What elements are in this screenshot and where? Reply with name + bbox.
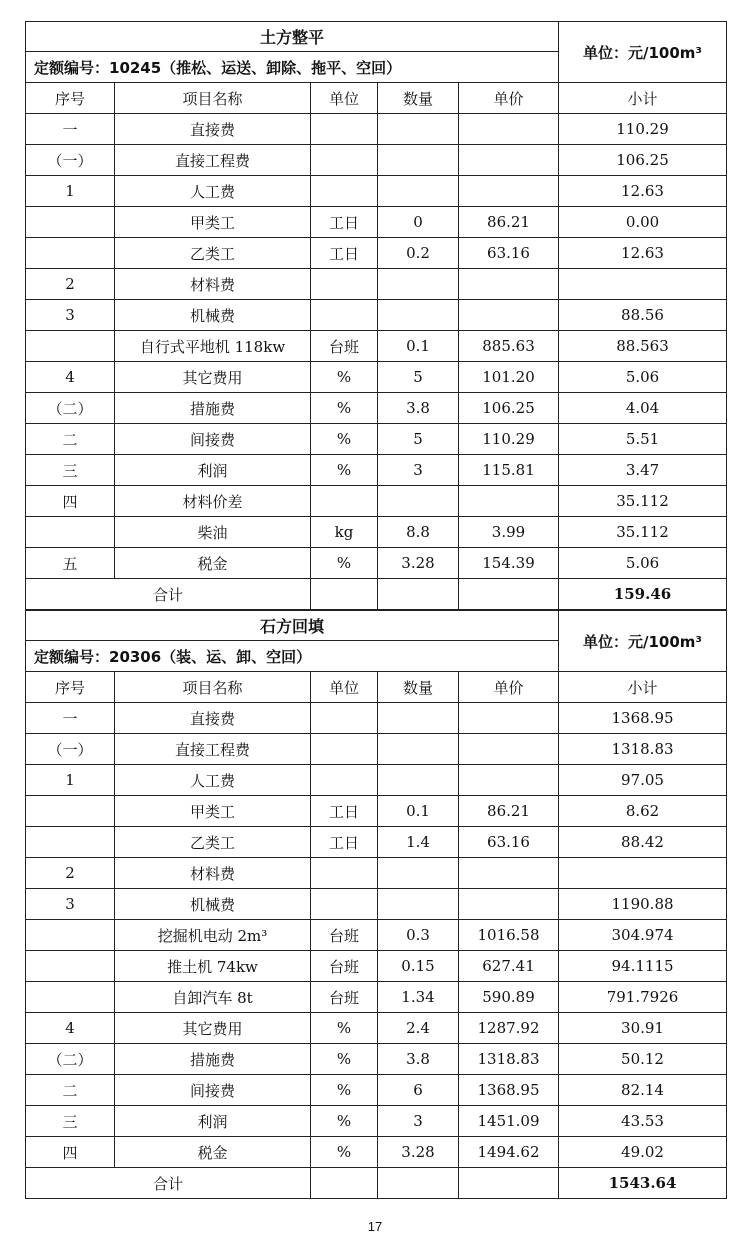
table-cell: 3 xyxy=(26,300,115,331)
table-cell xyxy=(378,734,459,765)
table-cell: 一 xyxy=(26,703,115,734)
table-cell: 106.25 xyxy=(559,145,727,176)
total-label: 合计 xyxy=(26,579,311,610)
table-cell xyxy=(459,300,559,331)
table-cell: 利润 xyxy=(115,455,311,486)
table-cell xyxy=(311,269,378,300)
table-cell: 3 xyxy=(26,889,115,920)
table-cell: 四 xyxy=(26,486,115,517)
section-title-row xyxy=(26,611,727,641)
table-cell xyxy=(26,517,115,548)
table-cell: 5 xyxy=(378,362,459,393)
table-cell xyxy=(459,889,559,920)
total-row xyxy=(26,579,727,610)
column-header: 单价 xyxy=(459,672,559,703)
table-cell: 工日 xyxy=(311,796,378,827)
unit-label: 单位：元/100m³ xyxy=(559,22,727,83)
table-cell: 1 xyxy=(26,176,115,207)
table-cell: 304.974 xyxy=(559,920,727,951)
table-cell: 49.02 xyxy=(559,1137,727,1168)
table-cell: 1318.83 xyxy=(459,1044,559,1075)
table-row xyxy=(26,796,727,827)
table-cell: 12.63 xyxy=(559,238,727,269)
table-row xyxy=(26,1106,727,1137)
table-cell: 柴油 xyxy=(115,517,311,548)
table-cell: 其它费用 xyxy=(115,1013,311,1044)
table-cell: 63.16 xyxy=(459,827,559,858)
table-cell: 措施费 xyxy=(115,1044,311,1075)
table-cell xyxy=(311,734,378,765)
page-number: 17 xyxy=(367,1219,383,1234)
table-cell: 106.25 xyxy=(459,393,559,424)
table-cell: 110.29 xyxy=(459,424,559,455)
table-cell: 三 xyxy=(26,455,115,486)
table-cell xyxy=(459,269,559,300)
unit-label: 单位：元/100m³ xyxy=(559,611,727,672)
table-cell: 工日 xyxy=(311,207,378,238)
table-cell xyxy=(459,114,559,145)
table-cell: % xyxy=(311,548,378,579)
table-cell xyxy=(378,1168,459,1199)
quota-table-body xyxy=(26,611,727,1199)
table-cell: 43.53 xyxy=(559,1106,727,1137)
table-cell xyxy=(459,145,559,176)
table-row xyxy=(26,1044,727,1075)
table-cell: 0.1 xyxy=(378,796,459,827)
quota-code: 定额编号：20306（装、运、卸、空回） xyxy=(26,641,559,672)
table-cell: 115.81 xyxy=(459,455,559,486)
table-cell: 0.2 xyxy=(378,238,459,269)
table-row xyxy=(26,300,727,331)
table-cell: 3.28 xyxy=(378,1137,459,1168)
column-header: 数量 xyxy=(378,672,459,703)
table-cell xyxy=(26,920,115,951)
table-cell: 3 xyxy=(378,1106,459,1137)
table-row xyxy=(26,486,727,517)
column-header: 单位 xyxy=(311,672,378,703)
table-cell: 材料费 xyxy=(115,858,311,889)
total-label: 合计 xyxy=(26,1168,311,1199)
table-cell xyxy=(378,176,459,207)
table-cell: 0.00 xyxy=(559,207,727,238)
table-cell: 1451.09 xyxy=(459,1106,559,1137)
table-cell: 机械费 xyxy=(115,889,311,920)
table-cell xyxy=(378,579,459,610)
table-cell xyxy=(459,1168,559,1199)
total-value: 159.46 xyxy=(559,579,727,610)
table-row xyxy=(26,889,727,920)
table-cell xyxy=(311,145,378,176)
column-header: 单价 xyxy=(459,83,559,114)
column-header: 序号 xyxy=(26,83,115,114)
table-cell: 110.29 xyxy=(559,114,727,145)
column-header: 小计 xyxy=(559,83,727,114)
table-row xyxy=(26,1013,727,1044)
table-cell: 甲类工 xyxy=(115,796,311,827)
table-cell: % xyxy=(311,1075,378,1106)
table-cell: 0.15 xyxy=(378,951,459,982)
table-cell: 3.28 xyxy=(378,548,459,579)
table-cell: % xyxy=(311,393,378,424)
table-cell: 2 xyxy=(26,269,115,300)
table-cell xyxy=(26,331,115,362)
table-cell xyxy=(459,486,559,517)
total-value: 1543.64 xyxy=(559,1168,727,1199)
table-cell: 台班 xyxy=(311,331,378,362)
table-cell: 0.1 xyxy=(378,331,459,362)
column-header: 单位 xyxy=(311,83,378,114)
section-title-row xyxy=(26,22,727,52)
table-cell: 甲类工 xyxy=(115,207,311,238)
table-cell: % xyxy=(311,1137,378,1168)
table-cell: 154.39 xyxy=(459,548,559,579)
column-header: 数量 xyxy=(378,83,459,114)
table-cell: 590.89 xyxy=(459,982,559,1013)
table-cell: 2.4 xyxy=(378,1013,459,1044)
quota-code: 定额编号：10245（推松、运送、卸除、拖平、空回） xyxy=(26,52,559,83)
table-cell: 0 xyxy=(378,207,459,238)
table-row xyxy=(26,269,727,300)
table-cell: 台班 xyxy=(311,920,378,951)
table-cell: 88.563 xyxy=(559,331,727,362)
table-row xyxy=(26,827,727,858)
table-cell: 8.8 xyxy=(378,517,459,548)
table-row xyxy=(26,455,727,486)
table-cell xyxy=(459,858,559,889)
table-cell: 直接费 xyxy=(115,703,311,734)
table-cell: 5.51 xyxy=(559,424,727,455)
table-cell: 101.20 xyxy=(459,362,559,393)
table-cell xyxy=(26,982,115,1013)
table-cell: 86.21 xyxy=(459,796,559,827)
table-cell: 4 xyxy=(26,362,115,393)
table-cell: 5.06 xyxy=(559,548,727,579)
table-cell: 35.112 xyxy=(559,517,727,548)
table-cell xyxy=(311,858,378,889)
table-cell xyxy=(459,703,559,734)
section-title: 石方回填 xyxy=(26,611,559,641)
table-cell: 措施费 xyxy=(115,393,311,424)
table-cell xyxy=(311,889,378,920)
table-cell: 791.7926 xyxy=(559,982,727,1013)
table-cell: 其它费用 xyxy=(115,362,311,393)
table-cell: 82.14 xyxy=(559,1075,727,1106)
table-header-row xyxy=(26,83,727,114)
table-cell: 97.05 xyxy=(559,765,727,796)
table-cell: 627.41 xyxy=(459,951,559,982)
table-cell xyxy=(378,889,459,920)
table-cell xyxy=(311,703,378,734)
table-cell xyxy=(311,486,378,517)
table-cell xyxy=(378,486,459,517)
table-cell: 四 xyxy=(26,1137,115,1168)
table-cell: 3.8 xyxy=(378,393,459,424)
table-cell xyxy=(311,300,378,331)
table-cell: 利润 xyxy=(115,1106,311,1137)
total-row xyxy=(26,1168,727,1199)
table-cell: 3.99 xyxy=(459,517,559,548)
table-cell: （一） xyxy=(26,734,115,765)
table-cell: 63.16 xyxy=(459,238,559,269)
table-cell xyxy=(378,858,459,889)
table-cell: （一） xyxy=(26,145,115,176)
table-cell: 工日 xyxy=(311,238,378,269)
table-cell: % xyxy=(311,424,378,455)
table-cell: 直接费 xyxy=(115,114,311,145)
table-cell: 台班 xyxy=(311,982,378,1013)
table-cell xyxy=(311,114,378,145)
table-cell: 88.42 xyxy=(559,827,727,858)
table-cell xyxy=(311,579,378,610)
quota-table-earth-leveling xyxy=(25,21,727,610)
table-cell: 3 xyxy=(378,455,459,486)
column-header: 项目名称 xyxy=(115,83,311,114)
table-cell: 1190.88 xyxy=(559,889,727,920)
table-cell xyxy=(559,858,727,889)
table-cell: 1016.58 xyxy=(459,920,559,951)
table-row xyxy=(26,238,727,269)
table-cell xyxy=(459,734,559,765)
table-cell: （二） xyxy=(26,1044,115,1075)
table-cell xyxy=(26,796,115,827)
table-cell: 台班 xyxy=(311,951,378,982)
section-title: 土方整平 xyxy=(26,22,559,52)
column-header: 序号 xyxy=(26,672,115,703)
table-cell: 94.1115 xyxy=(559,951,727,982)
table-cell xyxy=(378,269,459,300)
table-row xyxy=(26,145,727,176)
table-cell: 间接费 xyxy=(115,424,311,455)
table-row xyxy=(26,393,727,424)
table-cell: 推土机 74kw xyxy=(115,951,311,982)
table-cell: 3.8 xyxy=(378,1044,459,1075)
table-cell: 税金 xyxy=(115,548,311,579)
table-cell: 5.06 xyxy=(559,362,727,393)
table-cell: 1.4 xyxy=(378,827,459,858)
table-cell: 4 xyxy=(26,1013,115,1044)
table-cell: 1494.62 xyxy=(459,1137,559,1168)
table-row xyxy=(26,331,727,362)
table-row xyxy=(26,548,727,579)
table-cell: 1318.83 xyxy=(559,734,727,765)
table-cell: 自行式平地机 118kw xyxy=(115,331,311,362)
table-cell: 材料价差 xyxy=(115,486,311,517)
column-header: 小计 xyxy=(559,672,727,703)
table-cell xyxy=(26,238,115,269)
table-cell: 12.63 xyxy=(559,176,727,207)
table-row xyxy=(26,703,727,734)
table-cell: 1 xyxy=(26,765,115,796)
table-cell: 直接工程费 xyxy=(115,145,311,176)
table-cell: 1287.92 xyxy=(459,1013,559,1044)
table-cell: 材料费 xyxy=(115,269,311,300)
table-cell: 86.21 xyxy=(459,207,559,238)
table-cell: 0.3 xyxy=(378,920,459,951)
table-row xyxy=(26,920,727,951)
table-cell: 三 xyxy=(26,1106,115,1137)
table-cell xyxy=(26,827,115,858)
table-cell: 1.34 xyxy=(378,982,459,1013)
table-row xyxy=(26,1075,727,1106)
table-cell: 885.63 xyxy=(459,331,559,362)
table-cell: 乙类工 xyxy=(115,827,311,858)
table-cell: 人工费 xyxy=(115,765,311,796)
table-cell xyxy=(378,703,459,734)
table-cell: 五 xyxy=(26,548,115,579)
table-row xyxy=(26,176,727,207)
table-cell xyxy=(378,300,459,331)
table-row xyxy=(26,765,727,796)
table-cell: 一 xyxy=(26,114,115,145)
table-cell: 2 xyxy=(26,858,115,889)
table-cell: 挖掘机电动 2m³ xyxy=(115,920,311,951)
table-row xyxy=(26,114,727,145)
column-header: 项目名称 xyxy=(115,672,311,703)
table-cell: 1368.95 xyxy=(459,1075,559,1106)
table-cell: 88.56 xyxy=(559,300,727,331)
table-cell: 8.62 xyxy=(559,796,727,827)
table-cell: （二） xyxy=(26,393,115,424)
table-cell: % xyxy=(311,1044,378,1075)
table-cell: 直接工程费 xyxy=(115,734,311,765)
table-cell: 人工费 xyxy=(115,176,311,207)
table-cell xyxy=(459,176,559,207)
table-cell xyxy=(26,951,115,982)
table-cell: 4.04 xyxy=(559,393,727,424)
table-cell: % xyxy=(311,455,378,486)
table-row xyxy=(26,1137,727,1168)
quota-table-body xyxy=(26,22,727,610)
table-cell: 50.12 xyxy=(559,1044,727,1075)
table-cell xyxy=(459,579,559,610)
table-row xyxy=(26,424,727,455)
table-cell xyxy=(311,176,378,207)
table-cell: 30.91 xyxy=(559,1013,727,1044)
table-cell xyxy=(559,269,727,300)
table-row xyxy=(26,951,727,982)
table-cell: % xyxy=(311,362,378,393)
table-cell xyxy=(311,765,378,796)
table-cell xyxy=(26,207,115,238)
table-cell: kg xyxy=(311,517,378,548)
table-cell: 3.47 xyxy=(559,455,727,486)
table-cell: 二 xyxy=(26,1075,115,1106)
quota-table-rock-backfill xyxy=(25,610,727,1199)
table-cell xyxy=(311,1168,378,1199)
table-cell xyxy=(378,145,459,176)
table-row xyxy=(26,982,727,1013)
table-row xyxy=(26,517,727,548)
table-cell: 6 xyxy=(378,1075,459,1106)
table-cell: 1368.95 xyxy=(559,703,727,734)
table-cell xyxy=(459,765,559,796)
table-cell: 5 xyxy=(378,424,459,455)
table-cell: 机械费 xyxy=(115,300,311,331)
table-cell: 二 xyxy=(26,424,115,455)
table-cell: 35.112 xyxy=(559,486,727,517)
table-row xyxy=(26,734,727,765)
table-row xyxy=(26,207,727,238)
table-cell: 间接费 xyxy=(115,1075,311,1106)
table-cell: 乙类工 xyxy=(115,238,311,269)
table-cell xyxy=(378,114,459,145)
table-cell: 工日 xyxy=(311,827,378,858)
table-cell: % xyxy=(311,1106,378,1137)
table-row xyxy=(26,858,727,889)
table-header-row xyxy=(26,672,727,703)
table-cell: 自卸汽车 8t xyxy=(115,982,311,1013)
table-cell: 税金 xyxy=(115,1137,311,1168)
table-row xyxy=(26,362,727,393)
table-cell: % xyxy=(311,1013,378,1044)
table-cell xyxy=(378,765,459,796)
